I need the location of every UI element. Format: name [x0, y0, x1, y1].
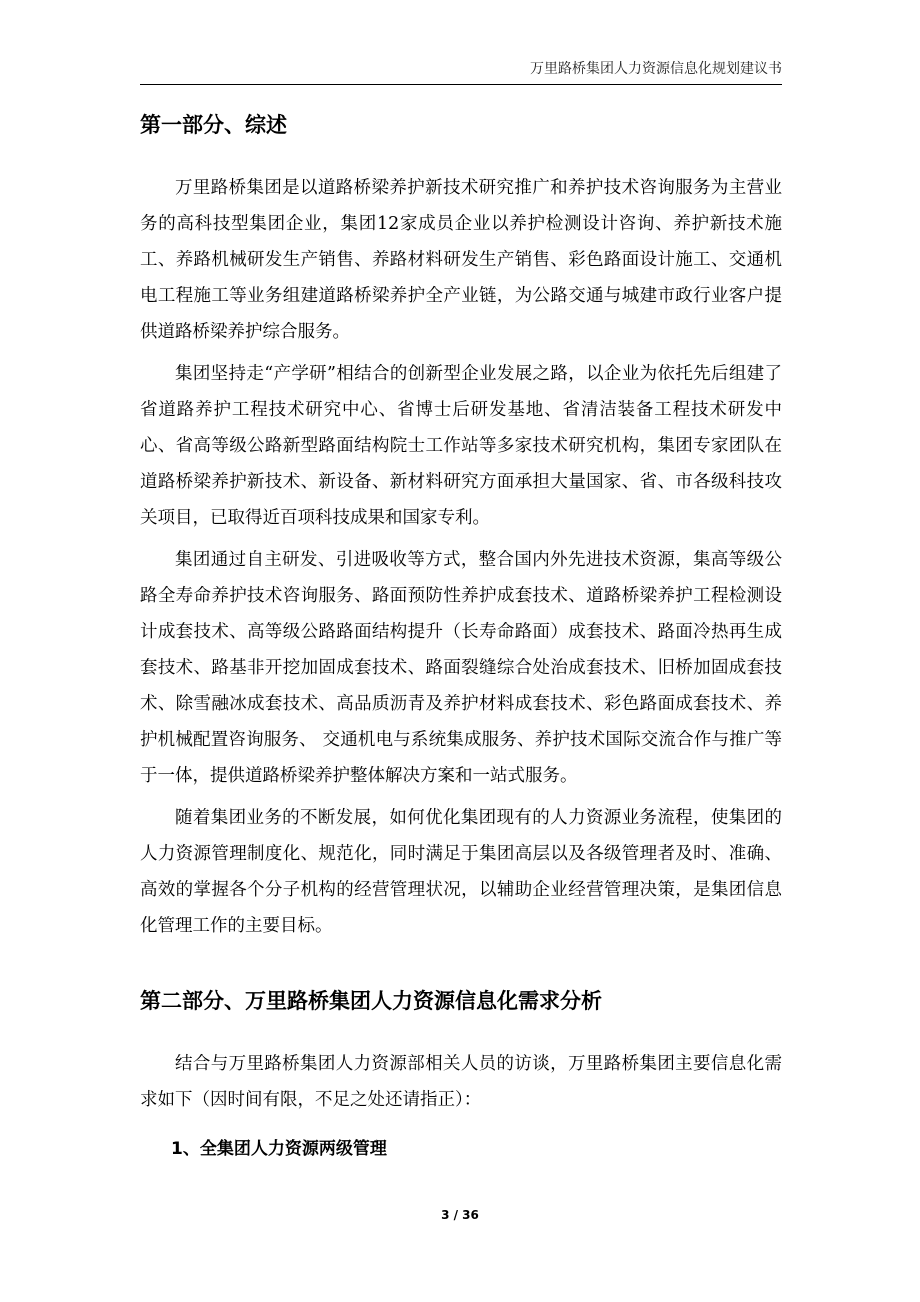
- section-2-intro: 结合与万里路桥集团人力资源部相关人员的访谈，万里路桥集团主要信息化需求如下（因时间有限，不足之处还请指正）：: [140, 1054, 782, 1110]
- running-header: 万里路桥集团人力资源信息化规划建议书: [530, 61, 782, 77]
- section-1-paragraph-4: 随着集团业务的不断发展，如何优化集团现有的人力资源业务流程，使集团的人力资源管理制度化、规范化，同时满足于集团高层以及各级管理者及时、准确、高效的掌握各个分子机构的经营管理状况，以辅助企业经营管理决策，是集团信息化管理工作的主要目标。: [140, 808, 782, 936]
- header-rule: [140, 84, 782, 85]
- page-number: 3 / 36: [441, 1208, 479, 1222]
- section-1-heading: 第一部分、综述: [140, 113, 287, 137]
- section-2-heading: 第二部分、万里路桥集团人力资源信息化需求分析: [140, 989, 602, 1013]
- section-1-paragraph-3: 集团通过自主研发、引进吸收等方式，整合国内外先进技术资源，集高等级公路全寿命养护技术咨询服务、路面预防性养护成套技术、道路桥梁养护工程检测设计成套技术、高等级公路路面结构提升（长寿命路面）成套技术、路面冷热再生成套技术、路基非开挖加固成套技术、路面裂缝综合处治成套技术、旧桥加固成套技术、除雪融冰成套技术、高品质沥青及养护材料成套技术、彩色路面成套技术、养护机械配置咨询服务、 交通机电与系统集成服务、养护技术国际交流合作与推广等于一体，提供道路桥梁养护整体解决方案和一站式服务。: [140, 550, 782, 786]
- section-1-paragraph-1: 万里路桥集团是以道路桥梁养护新技术研究推广和养护技术咨询服务为主营业务的高科技型集团企业，集团12家成员企业以养护检测设计咨询、养护新技术施工、养路机械研发生产销售、养路材料研发生产销售、彩色路面设计施工、交通机电工程施工等业务组建道路桥梁养护全产业链，为公路交通与城建市政行业客户提供道路桥梁养护综合服务。: [140, 178, 782, 342]
- subsection-1-heading: 1、全集团人力资源两级管理: [171, 1139, 387, 1159]
- page-content: [140, 110, 782, 1162]
- section-1-paragraph-2: 集团坚持走“产学研”相结合的创新型企业发展之路，以企业为依托先后组建了省道路养护工程技术研究中心、省博士后研发基地、省清洁装备工程技术研发中心、省高等级公路新型路面结构院士工作站等多家技术研究机构，集团专家团队在道路桥梁养护新技术、新设备、新材料研究方面承担大量国家、省、市各级科技攻关项目，已取得近百项科技成果和国家专利。: [140, 364, 782, 528]
